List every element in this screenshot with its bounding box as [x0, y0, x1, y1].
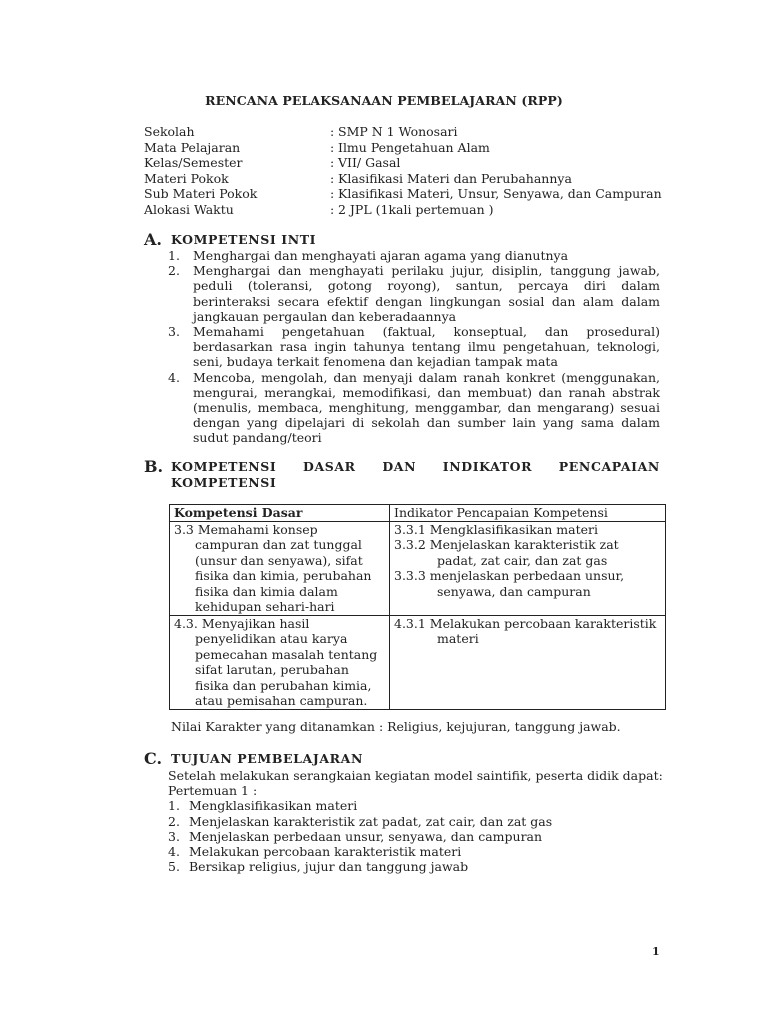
list-number: 1. — [168, 248, 180, 263]
list-number: 2. — [168, 263, 180, 279]
meta-value: VII/ Gasal — [338, 155, 401, 170]
list-item — [168, 798, 663, 813]
meta-row-alokasi-waktu — [144, 202, 662, 218]
kompetensi-table — [169, 504, 666, 710]
meta-row-mata-pelajaran — [144, 140, 662, 156]
tujuan-content — [168, 768, 663, 874]
meta-colon: : — [330, 124, 335, 139]
table-header-kd: Kompetensi Dasar — [170, 505, 390, 522]
meta-value: Ilmu Pengetahuan Alam — [338, 139, 490, 155]
meta-row-sub-materi-pokok — [144, 186, 662, 202]
meta-colon: : — [330, 170, 335, 186]
kompetensi-inti-list — [168, 248, 660, 446]
section-title: KOMPETENSI INTI — [171, 232, 317, 247]
meta-value: Klasifikasi Materi dan Perubahannya — [338, 170, 572, 186]
meta-row-materi-pokok — [144, 171, 662, 187]
table-header-ipk: Indikator Pencapaian Kompetensi — [390, 505, 666, 522]
list-item — [168, 814, 663, 829]
identity-table — [144, 124, 662, 217]
table-cell-indicators — [390, 521, 666, 615]
indicator-item: 3.3.3 menjelaskan perbedaan unsur, senyawa, dan campuran — [394, 568, 625, 599]
indicator-item: 4.3.1 Melakukan percobaan karakteristik materi — [394, 615, 657, 646]
nilai-karakter: Nilai Karakter yang ditanamkan : Religius, kejujuran, tanggung jawab. — [171, 719, 621, 734]
meta-key: Mata Pelajaran — [144, 139, 241, 155]
meta-colon: : — [330, 186, 335, 201]
list-item — [168, 844, 663, 859]
section-letter: C. — [144, 749, 163, 768]
meta-value: 2 JPL (1kali pertemuan ) — [338, 201, 494, 217]
section-b-heading — [144, 459, 171, 474]
title-word: DASAR — [303, 459, 356, 474]
list-number: 4. — [168, 369, 180, 385]
list-text: Memahami pengetahuan (faktual, konseptual, dan prosedural) berdasarkan rasa ingin tahunya tentang ilmu pengetahuan, teknologi, seni, budaya terkait fenomena dan kejadian tampak mata — [193, 324, 660, 370]
list-number: 1. — [168, 798, 180, 814]
list-item — [168, 263, 660, 324]
list-text: Menghargai dan menghayati ajaran agama yang dianutnya — [193, 248, 569, 263]
meta-row-kelas-semester — [144, 155, 662, 171]
kd-text: 4.3. Menyajikan hasil penyelidikan atau karya pemecahan masalah tentang sifat larutan, perubahan fisika dan perubahan kimia, atau pemisahan campuran. — [174, 615, 378, 708]
section-a-heading — [144, 232, 316, 247]
section-c-heading — [144, 751, 363, 766]
list-text: Menjelaskan perbedaan unsur, senyawa, dan campuran — [189, 828, 543, 844]
meta-colon: : — [330, 139, 335, 155]
section-letter: A. — [144, 230, 162, 249]
section-title: TUJUAN PEMBELAJARAN — [171, 751, 363, 766]
list-text: Mencoba, mengolah, dan menyaji dalam ranah konkret (menggunakan, mengurai, merangkai, memodifikasi, dan membuat) dan ranah abstrak (menulis, membaca, menghitung, menggambar, dan mengarang) sesuai dengan yang dipelajari di sekolah dan sumber lain yang sama dalam sudut pandang/teori — [193, 369, 660, 446]
kd-text: 3.3 Memahami konsep campuran dan zat tunggal (unsur dan senyawa), sifat fisika dan kimia, perubahan fisika dan kimia dalam kehidupan sehari-hari — [174, 521, 372, 614]
list-item — [168, 248, 660, 263]
list-number: 2. — [168, 813, 180, 829]
indicator-item: 3.3.1 Mengklasifikasikan materi — [394, 521, 598, 537]
title-word: KOMPETENSI — [171, 459, 277, 474]
title-word: PENCAPAIAN — [558, 459, 660, 474]
tujuan-intro: Setelah melakukan serangkaian kegiatan model saintifik, peserta didik dapat: — [168, 768, 663, 783]
list-text: Menjelaskan karakteristik zat padat, zat cair, dan zat gas — [189, 813, 553, 829]
meta-key: Alokasi Waktu — [144, 201, 234, 217]
meta-key: Sekolah — [144, 124, 195, 139]
meta-key: Sub Materi Pokok — [144, 186, 258, 201]
list-text: Melakukan percobaan karakteristik materi — [189, 844, 462, 860]
meta-key: Materi Pokok — [144, 170, 229, 186]
list-text: Bersikap religius, jujur dan tanggung jawab — [189, 859, 469, 875]
title-word: INDIKATOR — [442, 459, 533, 474]
meta-row-sekolah — [144, 124, 662, 140]
list-number: 5. — [168, 859, 180, 875]
table-cell-kd — [170, 521, 390, 615]
list-number: 3. — [168, 828, 180, 844]
meta-colon: : — [330, 155, 335, 170]
list-item — [168, 829, 663, 844]
meta-key: Kelas/Semester — [144, 155, 243, 170]
meta-value: Klasifikasi Materi, Unsur, Senyawa, dan Campuran — [338, 186, 662, 201]
title-word: DAN — [382, 459, 417, 474]
list-text: Mengklasifikasikan materi — [189, 798, 358, 814]
section-b-title-line2: KOMPETENSI — [171, 475, 277, 490]
list-text: Menghargai dan menghayati perilaku jujur, disiplin, tanggung jawab, peduli (toleransi, gotong royong), santun, percaya diri dalam berinteraksi secara efektif dengan lingkungan sosial dan alam dalam jangkauan pergaulan dan keberadaannya — [193, 263, 660, 324]
section-b-title-line1 — [171, 459, 660, 475]
document-title: RENCANA PELAKSANAAN PEMBELAJARAN (RPP) — [205, 93, 563, 108]
meta-colon: : — [330, 201, 335, 217]
tujuan-meeting: Pertemuan 1 : — [168, 783, 258, 799]
table-row — [170, 615, 666, 709]
list-number: 3. — [168, 324, 180, 340]
section-b-title — [171, 459, 660, 491]
list-item — [168, 324, 660, 370]
table-cell-indicators — [390, 615, 666, 709]
meta-value: SMP N 1 Wonosari — [338, 124, 458, 139]
list-item — [168, 370, 660, 446]
page-number: 1 — [652, 945, 660, 958]
section-letter: B. — [144, 457, 164, 476]
table-row — [170, 521, 666, 615]
list-number: 4. — [168, 844, 180, 860]
indicator-item: 3.3.2 Menjelaskan karakteristik zat padat, zat cair, dan zat gas — [394, 537, 619, 568]
table-cell-kd — [170, 615, 390, 709]
list-item — [168, 859, 663, 874]
table-header-row — [170, 505, 666, 522]
